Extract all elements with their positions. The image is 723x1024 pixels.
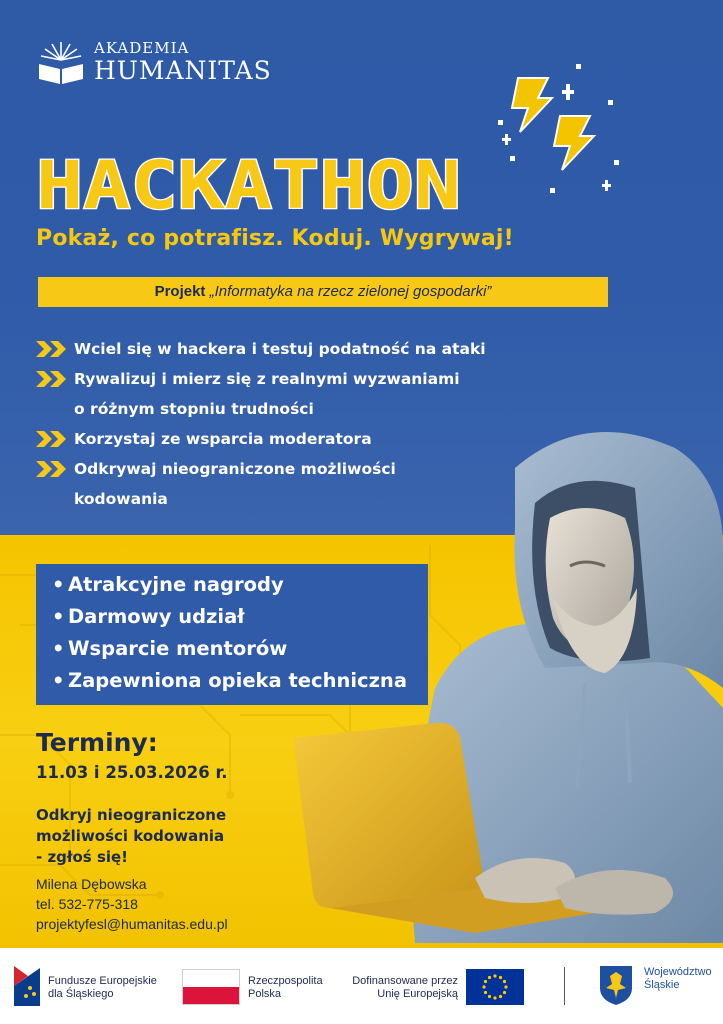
cta-line-2: możliwości kodowania [36, 827, 225, 845]
rzeczpospolita-label [248, 975, 323, 1001]
benefit-text: Wsparcie mentorów [68, 637, 288, 660]
benefit-text: Darmowy udział [68, 605, 245, 628]
benefits-box [36, 564, 428, 705]
logo-akademia-text: AKADEMIA [94, 39, 190, 57]
logo-humanitas-text: HUMANITAS [94, 56, 272, 85]
hackathon-title [36, 150, 476, 220]
benefit-item [52, 665, 428, 697]
benefit-item [52, 569, 428, 601]
bullet-dot-icon: • [52, 637, 65, 660]
double-chevron-icon [36, 371, 68, 387]
european-funds-line-2: dla Śląskiego [48, 988, 114, 1000]
european-funds-label [48, 975, 157, 1001]
polish-flag-icon [182, 969, 240, 1005]
eu-funding-label [348, 975, 458, 1001]
voivodeship-line-2: Śląskie [644, 979, 680, 991]
eu-funding-line-2: Unię Europejską [377, 988, 458, 1000]
bullet-dot-icon: • [52, 669, 65, 692]
bullet-dot-icon: • [52, 605, 65, 628]
rzeczpospolita-line-1: Rzeczpospolita [248, 975, 323, 987]
cta-line-3: - zgłoś się! [36, 848, 129, 866]
rzeczpospolita-line-2: Polska [248, 988, 282, 1000]
double-chevron-icon [36, 341, 68, 357]
list-item-text: Rywalizuj i mierz się z realnymi wyzwaniami [74, 370, 460, 388]
silesia-voivodeship-label [644, 966, 712, 992]
funding-footer [0, 948, 723, 1024]
benefit-item [52, 601, 428, 633]
voivodeship-line-1: Województwo [644, 966, 712, 978]
silesia-coat-of-arms-icon [598, 964, 634, 1006]
terms-dates: 11.03 i 25.03.2026 r. [36, 763, 228, 782]
contact-name: Milena Dębowska [36, 876, 147, 892]
benefit-item [52, 633, 428, 665]
slogan: Pokaż, co potrafisz. Koduj. Wygrywaj! [36, 226, 514, 251]
eu-funding-line-1: Dofinansowane przez [352, 975, 458, 987]
list-item-text-continued: o różnym stopniu trudności [74, 400, 314, 418]
benefit-text: Zapewniona opieka techniczna [68, 669, 407, 692]
list-item-text: Odkrywaj nieograniczone możliwości [74, 460, 396, 478]
terms-heading: Terminy: [36, 728, 158, 757]
project-name: „Informatyka na rzecz zielonej gospodarki” [209, 283, 492, 300]
double-chevron-icon [36, 461, 68, 477]
humanitas-logo [36, 38, 296, 88]
call-to-action [36, 805, 276, 868]
european-funds-line-1: Fundusze Europejskie [48, 975, 157, 987]
double-chevron-icon [36, 431, 68, 447]
project-banner [38, 277, 608, 307]
contact-email[interactable]: projektyfesl@humanitas.edu.pl [36, 916, 228, 932]
list-item-text-continued: kodowania [74, 490, 168, 508]
project-label: Projekt [154, 283, 206, 300]
eu-flag-icon [466, 969, 524, 1005]
open-book-sun-icon [36, 38, 86, 86]
list-item-text: Korzystaj ze wsparcia moderatora [74, 430, 372, 448]
european-funds-logo-icon [12, 962, 42, 1008]
bullet-dot-icon: • [52, 573, 65, 596]
hackathon-title-text: HACKATHON [36, 150, 461, 220]
pixel-lightning-icon [490, 60, 630, 200]
contact-phone[interactable]: tel. 532-775-318 [36, 896, 138, 912]
cta-line-1: Odkryj nieograniczone [36, 806, 227, 824]
list-item [36, 334, 506, 364]
footer-divider [564, 967, 565, 1005]
benefit-text: Atrakcyjne nagrody [68, 573, 284, 596]
contact-info [36, 874, 228, 934]
list-item-text: Wciel się w hackera i testuj podatność na ataki [74, 340, 486, 358]
